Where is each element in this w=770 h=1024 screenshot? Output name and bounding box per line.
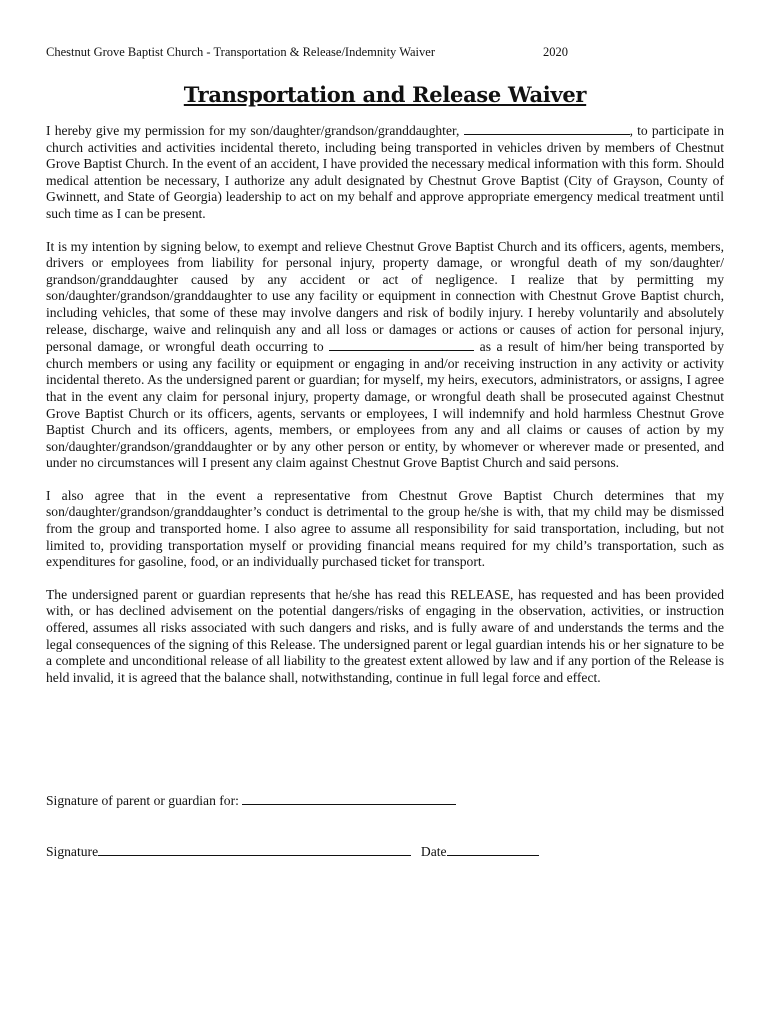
parent-signature-label: Signature of parent or guardian for:: [46, 793, 239, 808]
header-year: 2020: [543, 45, 568, 59]
child-name-field[interactable]: [464, 122, 630, 135]
signature-row: [46, 843, 539, 860]
page-title: Transportation and Release Waiver: [183, 82, 587, 107]
injured-party-field[interactable]: [329, 338, 474, 351]
date-field[interactable]: [447, 843, 539, 856]
paragraph-permission: [46, 122, 724, 223]
paragraph-conduct: I also agree that in the event a representative from Chestnut Grove Baptist Church determines that my son/daughter/grandson/granddaughter’s conduct is detrimental to the group he/she is with, that my child may be dismissed from the group and transported home. I also agree to assume all responsibility for said transportation, including, but not limited to, providing transportation myself or providing financial means required for my child’s transportation, such as expenditures for gasoline, food, or an individually purchased ticket for transport.: [46, 487, 724, 570]
date-label: Date: [420, 844, 447, 859]
paragraph-permission-text-a: I hereby give my permission for my son/daughter/grandson/granddaughter,: [46, 123, 460, 138]
signature-field[interactable]: [98, 843, 411, 856]
paragraph-release-text-b: as a result of him/her being transported by church members or using any facility or equipment or engaging in and/or receiving instruction in any activity or activity incidental thereto. As the undersigned parent or guardian; for myself, my heirs, executors, administrators, or assigns, I agree that in the event any claim for personal injury, property damage, or wrongful death shall be prosecuted against Chestnut Grove Baptist Church or its officers, agents, servants or employees, I will indemnify and hold harmless Chestnut Grove Baptist Church and its officers, agents, members, or employees from any and all claims or causes of action by my son/daughter/grandson/granddaughter or by any other person or entity, by whomever or wherever made or presented, and under no circumstances will I present any claim against Chestnut Grove Baptist Church and said persons.: [46, 339, 724, 471]
header-title: Chestnut Grove Baptist Church - Transportation & Release/Indemnity Waiver: [46, 45, 435, 59]
page-header: [46, 45, 726, 60]
parent-signature-row: [46, 792, 456, 809]
paragraph-release: [46, 239, 724, 472]
paragraph-permission-text-b: , to participate in church activities and activities incidental thereto, including being transported in vehicles driven by members of Chestnut Grove Baptist Church. In the event of an accident, I have provided the necessary medical information with this form. Should medical attention be necessary, I authorize any adult designated by Chestnut Grove Baptist (City of Grayson, County of Gwinnett, and State of Georgia) leadership to act on my behalf and approve appropriate emergency medical treatment until such time as I can be present.: [46, 123, 724, 221]
signature-label: Signature: [46, 844, 99, 859]
waiver-body: [46, 122, 724, 702]
parent-signature-field[interactable]: [242, 792, 456, 805]
paragraph-release-text-a: It is my intention by signing below, to exempt and relieve Chestnut Grove Baptist Church and its officers, agents, members, drivers or employees from liability for personal injury, property damage, or wrongful death of my son/daughter/ grandson/granddaughter caused by any accident or act of negligence. I realize that by permitting my son/daughter/grandson/granddaughter to use any facility or equipment in connection with Chestnut Grove Baptist church, including vehicles, that some of these may involve dangers and risk of bodily injury. I hereby voluntarily and absolutely release, discharge, waive and relinquish any and all loss or damages or actions or causes of action for personal injury, personal damage, or wrongful death occurring to: [46, 238, 724, 355]
paragraph-acknowledgement: The undersigned parent or guardian represents that he/she has read this RELEASE, has requested and has been provided with, or has declined advisement on the potential dangers/risks of engaging in the observation, activities, or instruction offered, assumes all risks associated with such dangers and risks, and is fully aware of and understands the terms and the legal consequences of the signing of this Release. The undersigned parent or legal guardian intends his or her signature to be a complete and unconditional release of all liability to the greatest extent allowed by law and if any portion of the Release is held invalid, it is agreed that the balance shall, notwithstanding, continue in full legal force and effect.: [46, 586, 724, 685]
